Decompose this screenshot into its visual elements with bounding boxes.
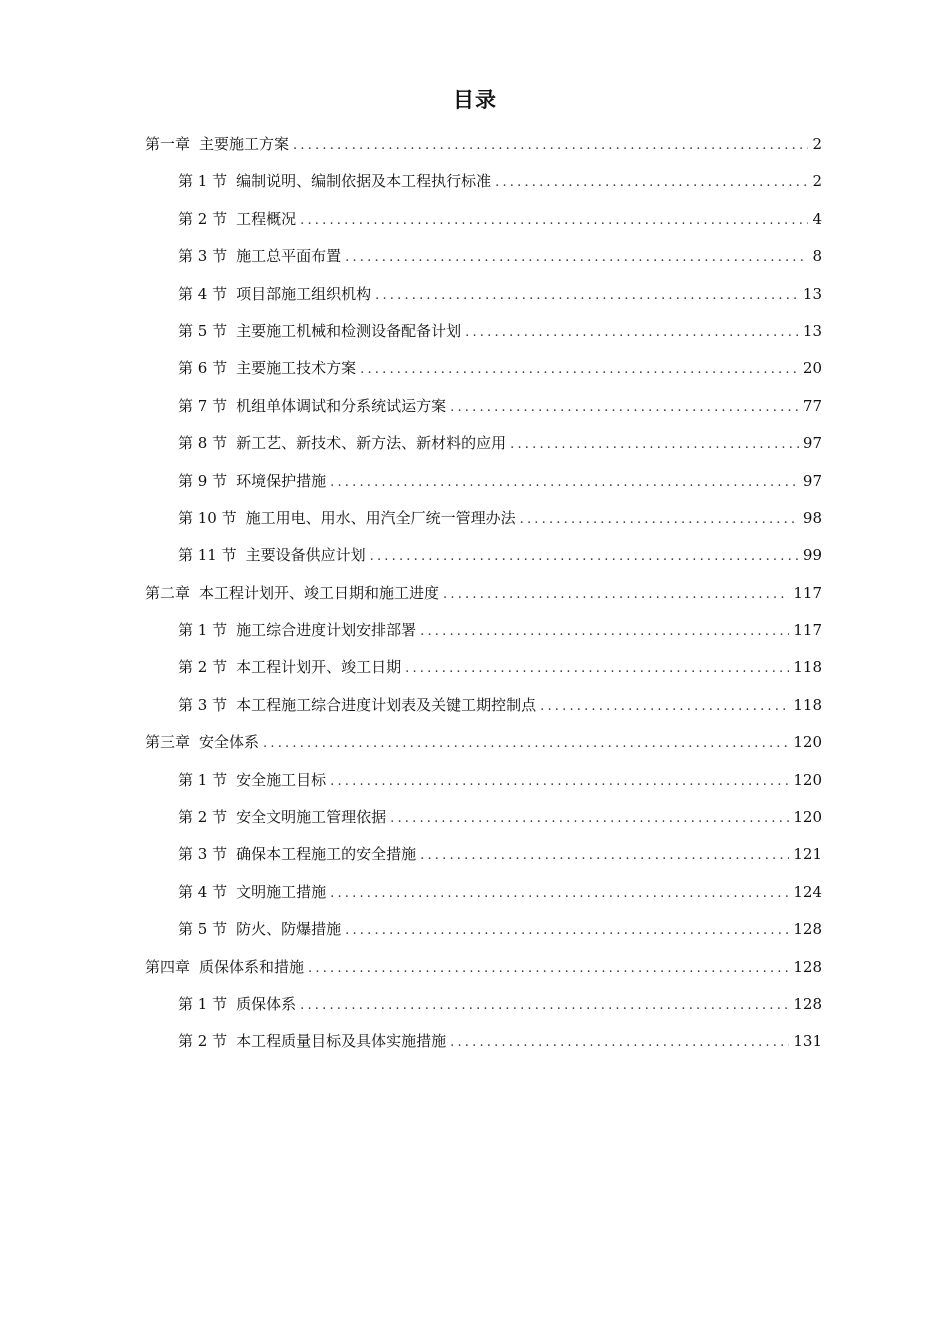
toc-entry-title: 工程概况 — [236, 209, 297, 228]
toc-entry-title: 主要施工机械和检测设备配备计划 — [236, 321, 462, 340]
toc-chapter-entry[interactable] — [145, 579, 822, 616]
toc-entry-title: 主要施工技术方案 — [236, 359, 357, 378]
toc-entry-title: 本工程施工综合进度计划表及关键工期控制点 — [236, 695, 537, 714]
toc-entry-title: 防火、防爆措施 — [236, 920, 342, 939]
toc-chapter-entry[interactable] — [145, 728, 822, 765]
toc-dot-leader — [465, 319, 799, 347]
toc-entry-number: 第 3 节 — [178, 695, 228, 714]
toc-entry-label — [145, 728, 259, 756]
toc-entry-label — [178, 242, 341, 270]
toc-dot-leader — [300, 992, 789, 1020]
toc-page-number: 120 — [793, 808, 822, 827]
toc-section-entry[interactable] — [145, 317, 822, 354]
toc-page-number: 128 — [793, 957, 822, 976]
toc-entry-label — [178, 280, 371, 308]
toc-dot-leader — [330, 880, 789, 908]
toc-dot-leader — [443, 581, 789, 609]
toc-page-number: 4 — [812, 209, 822, 228]
toc-entry-label — [178, 691, 536, 719]
toc-entry-title: 施工综合进度计划安排部署 — [236, 621, 417, 640]
toc-section-entry[interactable] — [145, 354, 822, 391]
toc-section-entry[interactable] — [145, 803, 822, 840]
toc-entry-title: 本工程质量目标及具体实施措施 — [236, 1032, 447, 1051]
toc-entry-label — [178, 504, 516, 532]
toc-page-number: 13 — [802, 284, 822, 303]
toc-entry-number: 第四章 — [145, 957, 191, 976]
toc-page-number: 2 — [812, 172, 822, 191]
toc-entry-label — [178, 1027, 446, 1055]
toc-chapter-entry[interactable] — [145, 953, 822, 990]
toc-entry-label — [145, 579, 439, 607]
toc-section-entry[interactable] — [145, 504, 822, 541]
toc-entry-number: 第一章 — [145, 135, 191, 153]
toc-entry-number: 第 1 节 — [178, 621, 228, 640]
toc-page-number: 117 — [793, 583, 822, 602]
toc-entry-number: 第 2 节 — [178, 658, 228, 677]
toc-entry-number: 第 4 节 — [178, 284, 228, 303]
toc-entry-title: 主要施工方案 — [199, 135, 290, 153]
toc-page-number: 8 — [812, 247, 822, 266]
toc-dot-leader — [510, 431, 799, 459]
toc-entry-number: 第 5 节 — [178, 321, 228, 340]
toc-entry-label — [178, 167, 491, 195]
toc-section-entry[interactable] — [145, 878, 822, 915]
toc-list — [145, 130, 822, 1065]
toc-page-number: 2 — [812, 135, 822, 153]
toc-entry-number: 第 8 节 — [178, 434, 228, 453]
toc-entry-title: 安全文明施工管理依据 — [236, 808, 387, 827]
toc-dot-leader — [300, 207, 808, 235]
toc-dot-leader — [375, 282, 799, 310]
toc-entry-label — [178, 392, 446, 420]
toc-section-entry[interactable] — [145, 429, 822, 466]
toc-section-entry[interactable] — [145, 691, 822, 728]
toc-entry-label — [145, 953, 304, 981]
toc-entry-number: 第 5 节 — [178, 920, 228, 939]
toc-dot-leader — [330, 768, 789, 796]
toc-entry-number: 第 7 节 — [178, 396, 228, 415]
toc-entry-title: 施工用电、用水、用汽全厂统一管理办法 — [245, 508, 516, 527]
toc-entry-label — [178, 429, 506, 457]
toc-entry-title: 新工艺、新技术、新方法、新材料的应用 — [236, 434, 507, 453]
toc-entry-label — [178, 915, 341, 943]
toc-entry-label — [178, 317, 461, 345]
toc-dot-leader — [405, 655, 789, 683]
toc-entry-label — [178, 766, 326, 794]
toc-entry-number: 第 11 节 — [178, 546, 237, 565]
toc-entry-title: 本工程计划开、竣工日期 — [236, 658, 402, 677]
toc-entry-title: 文明施工措施 — [236, 882, 327, 901]
toc-page-number: 97 — [802, 471, 822, 490]
toc-dot-leader — [420, 618, 789, 646]
toc-entry-label — [178, 205, 296, 233]
toc-dot-leader — [293, 132, 808, 160]
toc-dot-leader — [520, 506, 799, 534]
toc-dot-leader — [330, 469, 799, 497]
toc-entry-label — [178, 878, 326, 906]
toc-entry-title: 项目部施工组织机构 — [236, 284, 372, 303]
toc-page-number: 120 — [793, 733, 822, 752]
toc-dot-leader — [370, 543, 799, 571]
toc-dot-leader — [450, 1029, 789, 1057]
toc-page-number: 124 — [793, 882, 822, 901]
toc-dot-leader — [345, 244, 808, 272]
toc-entry-label — [178, 653, 401, 681]
toc-section-entry[interactable] — [145, 990, 822, 1027]
toc-entry-title: 编制说明、编制依据及本工程执行标准 — [236, 172, 492, 191]
toc-entry-number: 第 10 节 — [178, 508, 237, 527]
toc-section-entry[interactable] — [145, 653, 822, 690]
toc-page-number: 97 — [802, 434, 822, 453]
toc-entry-label — [178, 803, 386, 831]
toc-page-number: 121 — [793, 845, 822, 864]
toc-section-entry[interactable] — [145, 766, 822, 803]
toc-page-number: 128 — [793, 994, 822, 1013]
toc-entry-number: 第 2 节 — [178, 209, 228, 228]
toc-title: 目录 — [453, 88, 497, 112]
toc-entry-number: 第三章 — [145, 733, 191, 752]
toc-entry-number: 第 2 节 — [178, 1032, 228, 1051]
toc-page-number: 117 — [793, 621, 822, 640]
toc-entry-number: 第 3 节 — [178, 247, 228, 266]
toc-page-number: 120 — [793, 770, 822, 789]
toc-page-number: 77 — [802, 396, 822, 415]
toc-entry-title: 确保本工程施工的安全措施 — [236, 845, 417, 864]
toc-page-number: 131 — [793, 1032, 822, 1051]
toc-entry-label — [178, 840, 416, 868]
toc-entry-label — [145, 130, 289, 158]
toc-section-entry[interactable] — [145, 915, 822, 952]
toc-entry-number: 第 1 节 — [178, 994, 228, 1013]
toc-entry-number: 第 3 节 — [178, 845, 228, 864]
toc-entry-number: 第二章 — [145, 583, 191, 602]
toc-dot-leader — [390, 805, 789, 833]
toc-section-entry[interactable] — [145, 541, 822, 578]
toc-entry-number: 第 1 节 — [178, 172, 228, 191]
toc-section-entry[interactable] — [145, 167, 822, 204]
toc-page-number: 118 — [793, 658, 822, 677]
toc-section-entry[interactable] — [145, 467, 822, 504]
toc-entry-label — [178, 354, 356, 382]
toc-section-entry[interactable] — [145, 392, 822, 429]
toc-dot-leader — [263, 730, 789, 758]
toc-dot-leader — [540, 693, 789, 721]
toc-entry-number: 第 2 节 — [178, 808, 228, 827]
toc-dot-leader — [345, 917, 789, 945]
toc-entry-number: 第 6 节 — [178, 359, 228, 378]
toc-section-entry[interactable] — [145, 616, 822, 653]
toc-page-number: 118 — [793, 695, 822, 714]
toc-entry-title: 环境保护措施 — [236, 471, 327, 490]
toc-entry-label — [178, 990, 296, 1018]
toc-chapter-entry[interactable] — [145, 130, 822, 167]
toc-entry-label — [178, 616, 416, 644]
toc-entry-title: 质保体系和措施 — [199, 957, 305, 976]
toc-entry-title: 安全体系 — [199, 733, 260, 752]
toc-entry-title: 施工总平面布置 — [236, 247, 342, 266]
toc-entry-number: 第 1 节 — [178, 770, 228, 789]
toc-section-entry[interactable] — [145, 205, 822, 242]
toc-page-number: 13 — [802, 321, 822, 340]
toc-dot-leader — [360, 356, 799, 384]
toc-section-entry[interactable] — [145, 242, 822, 279]
toc-entry-title: 主要设备供应计划 — [245, 546, 366, 565]
toc-entry-label — [178, 467, 326, 495]
toc-page-number: 99 — [802, 546, 822, 565]
toc-entry-label — [178, 541, 366, 569]
toc-entry-title: 本工程计划开、竣工日期和施工进度 — [199, 583, 440, 602]
toc-dot-leader — [495, 169, 808, 197]
toc-entry-title: 安全施工目标 — [236, 770, 327, 789]
toc-page-number: 98 — [802, 508, 822, 527]
toc-entry-number: 第 9 节 — [178, 471, 228, 490]
toc-entry-title: 机组单体调试和分系统试运方案 — [236, 396, 447, 415]
toc-section-entry[interactable] — [145, 280, 822, 317]
toc-section-entry[interactable] — [145, 840, 822, 877]
toc-entry-number: 第 4 节 — [178, 882, 228, 901]
toc-entry-title: 质保体系 — [236, 994, 297, 1013]
toc-page-number: 20 — [802, 359, 822, 378]
toc-section-entry[interactable] — [145, 1027, 822, 1064]
toc-dot-leader — [308, 955, 789, 983]
toc-dot-leader — [450, 394, 799, 422]
toc-dot-leader — [420, 842, 789, 870]
toc-page-number: 128 — [793, 920, 822, 939]
